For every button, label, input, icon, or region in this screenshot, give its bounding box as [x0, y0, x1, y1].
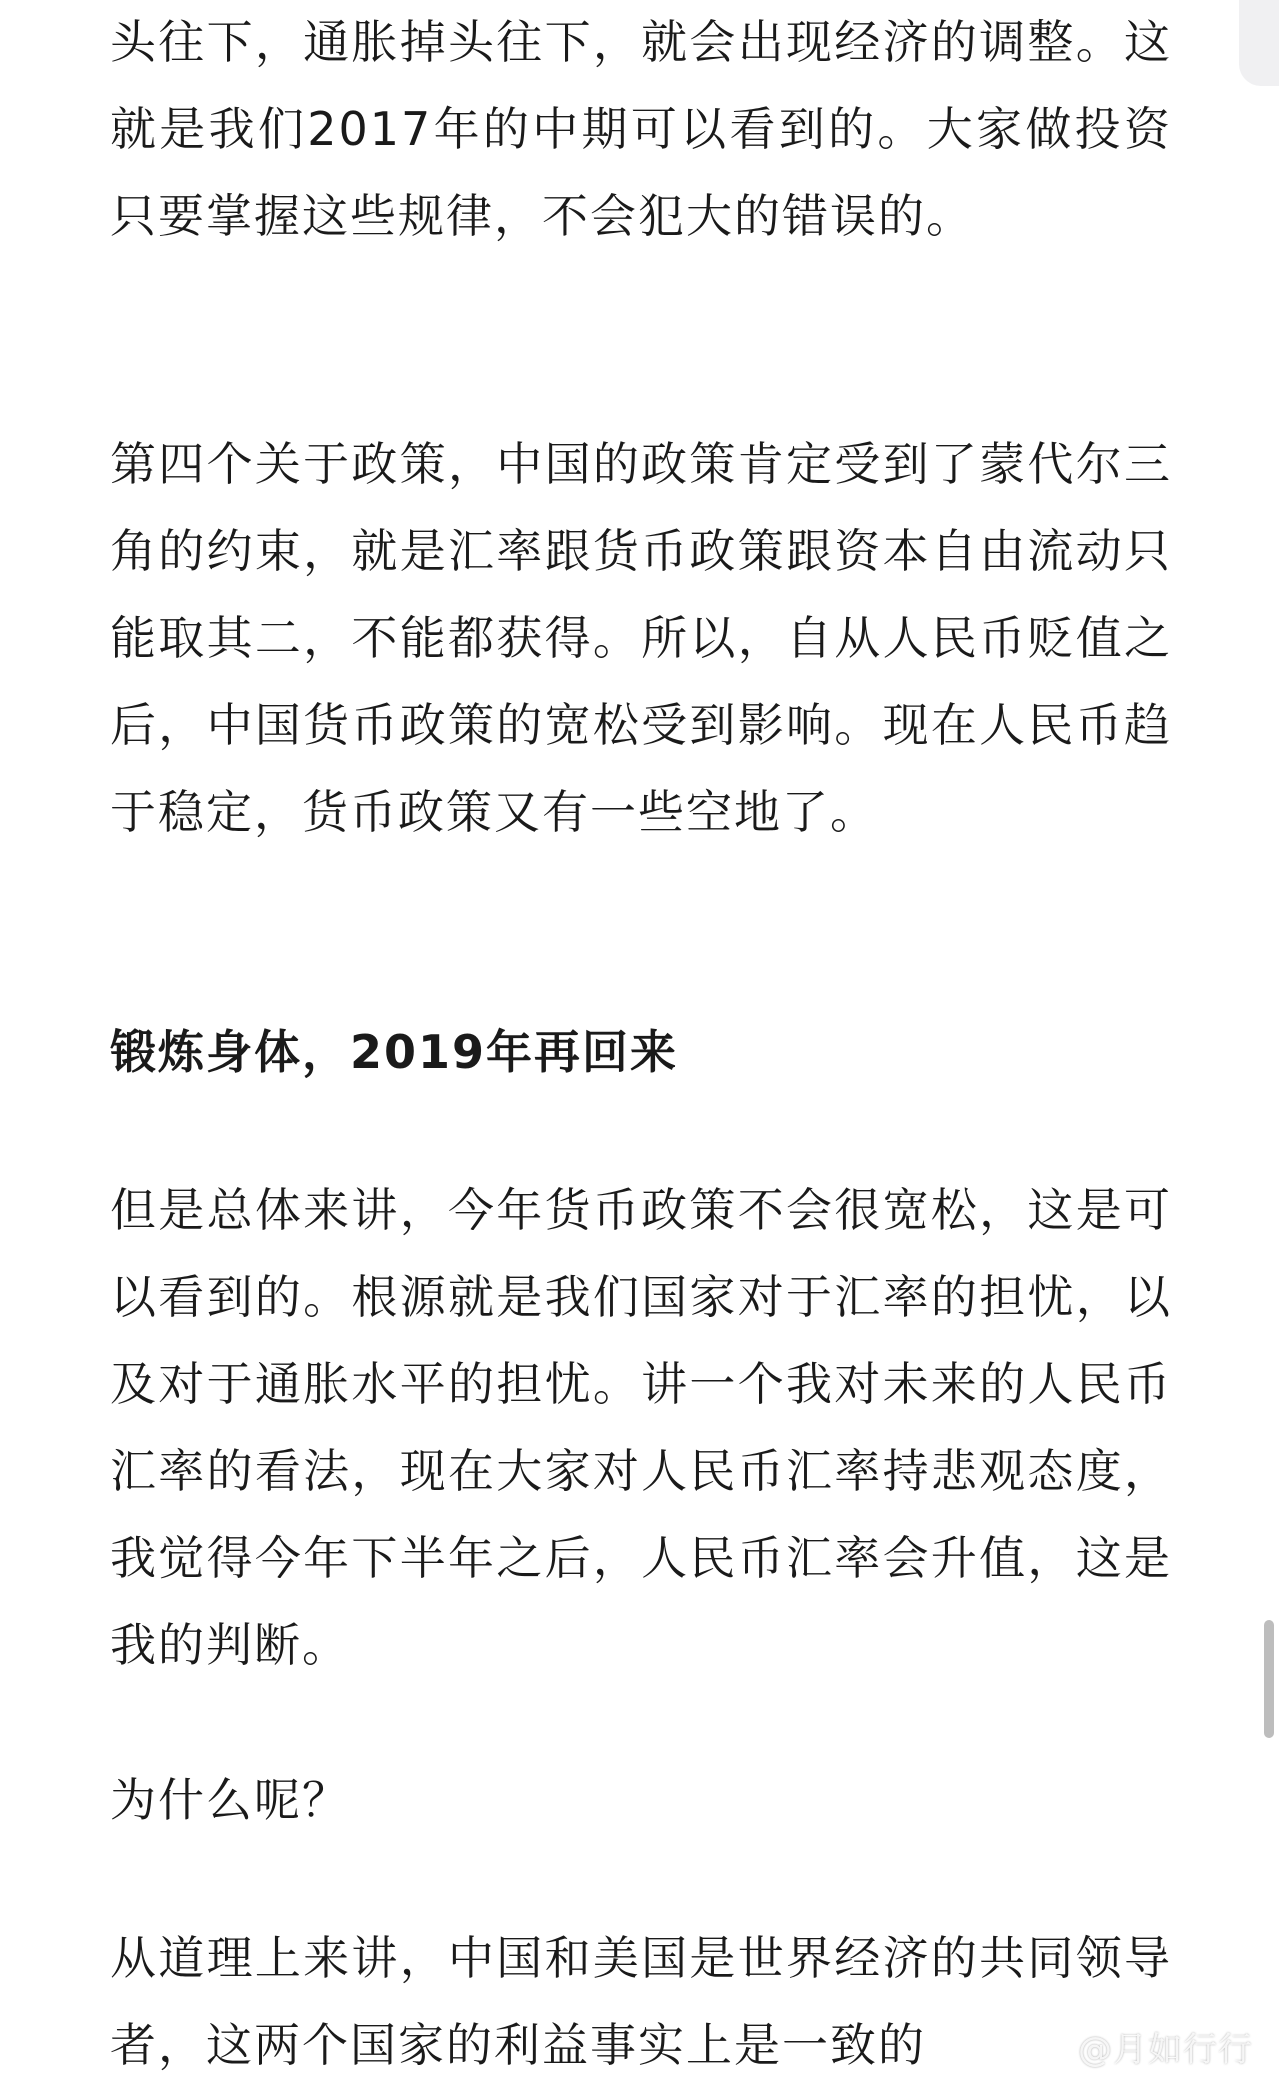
paragraph: 从道理上来讲，中国和美国是世界经济的共同领导者，这两个国家的利益事实上是一致的: [110, 1931, 1172, 2072]
paragraph: 头往下，通胀掉头往下，就会出现经济的调整。这就是我们2017年的中期可以看到的。大家做投资只要掌握这些规律，不会犯大的错误的。: [110, 15, 1172, 243]
watermark: @月如行行: [1078, 2030, 1253, 2070]
scrollbar-thumb[interactable]: [1264, 1620, 1274, 1738]
section-heading: 锻炼身体，2019年再回来: [110, 1025, 679, 1079]
scrollbar[interactable]: [1261, 0, 1275, 2083]
paragraph: 为什么呢？: [110, 1773, 350, 1827]
paragraph: 第四个关于政策，中国的政策肯定受到了蒙代尔三角的约束，就是汇率跟货币政策跟资本自由流动只能取其二，不能都获得。所以，自从人民币贬值之后，中国货币政策的宽松受到影响。现在人民币趋于稳定，货币政策又有一些空地了。: [110, 437, 1172, 839]
paragraph: 但是总体来讲，今年货币政策不会很宽松，这是可以看到的。根源就是我们国家对于汇率的担忧，以及对于通胀水平的担忧。讲一个我对未来的人民币汇率的看法，现在大家对人民币汇率持悲观态度，我觉得今年下半年之后，人民币汇率会升值，这是我的判断。: [110, 1183, 1172, 1672]
